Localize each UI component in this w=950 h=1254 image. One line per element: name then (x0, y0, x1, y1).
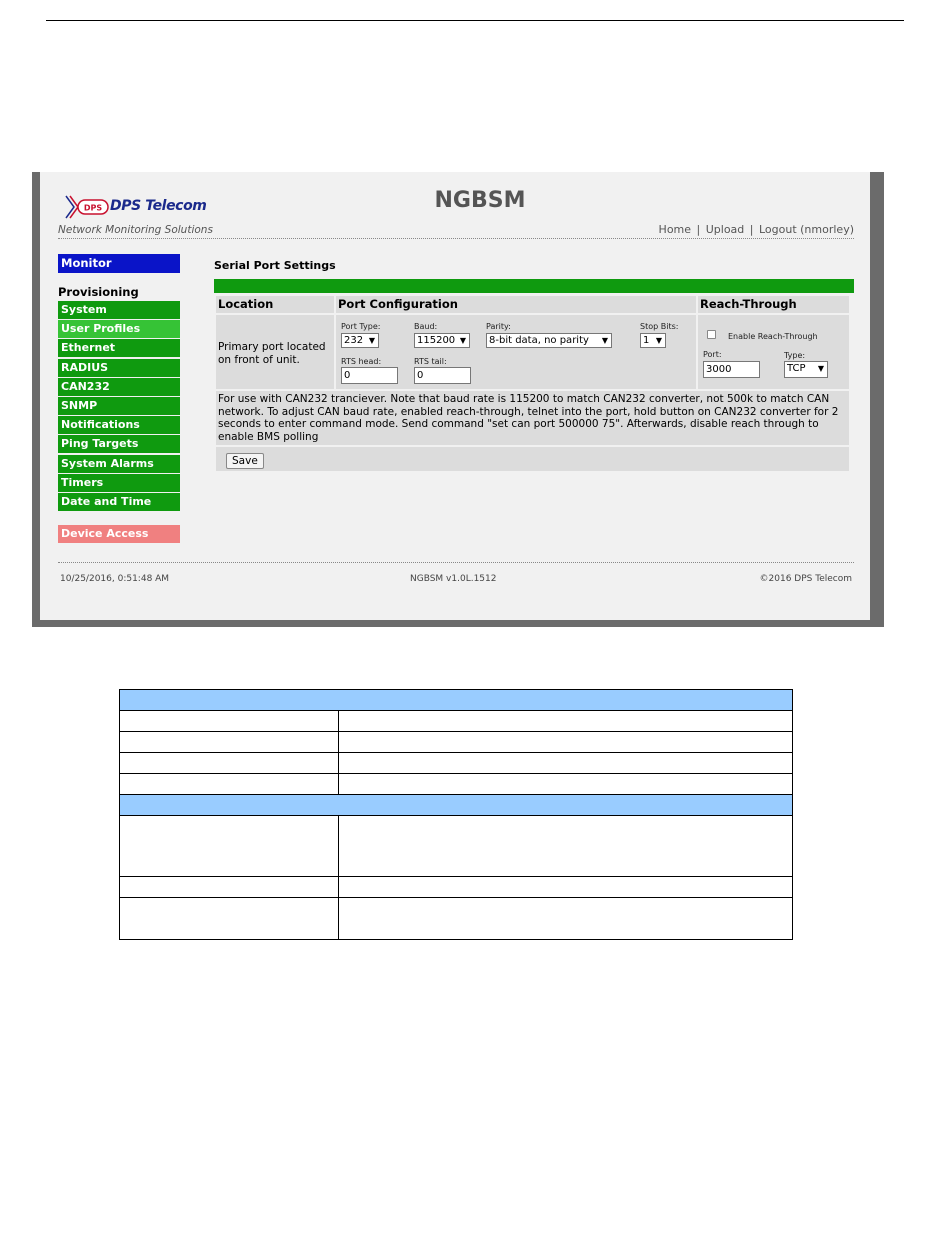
baud-value: 115200 (417, 335, 456, 346)
rts-tail-input[interactable]: 0 (414, 367, 471, 384)
nav-logout-link[interactable]: Logout (nmorley) (758, 223, 854, 236)
baud-label: Baud: (414, 322, 438, 331)
port-config-cell (335, 314, 697, 390)
sidebar-item-date-and-time[interactable]: Date and Time (58, 493, 180, 511)
chevron-down-icon: ▼ (817, 364, 824, 373)
table-cell (120, 877, 339, 898)
table-cell (339, 877, 793, 898)
rts-tail-label: RTS tail: (414, 357, 447, 366)
table-row (120, 816, 793, 877)
rts-head-label: RTS head: (341, 357, 382, 366)
table-cell (339, 898, 793, 940)
type-value: TCP (787, 363, 806, 374)
port-label: Port: (703, 350, 722, 359)
port-type-label: Port Type: (341, 322, 381, 331)
brand-name: DPS Telecom (110, 198, 207, 214)
sidebar-item-radius[interactable]: RADIUS (58, 359, 180, 377)
enable-reach-through-label: Enable Reach-Through (728, 332, 818, 341)
port-type-select[interactable] (341, 333, 379, 348)
table-row (120, 898, 793, 940)
table-row (120, 753, 793, 774)
nav-home-link[interactable]: Home (658, 223, 692, 236)
rts-head-input[interactable]: 0 (341, 367, 398, 384)
parity-label: Parity: (486, 322, 511, 331)
parity-select[interactable] (486, 333, 612, 348)
dps-logo-icon (64, 192, 110, 222)
nav-separator: | (746, 223, 757, 236)
screenshot-frame (32, 172, 884, 627)
type-label: Type: (784, 351, 806, 360)
column-header-reach-through: Reach-Through (697, 295, 850, 314)
reach-through-port-input[interactable]: 3000 (703, 361, 760, 378)
table-row (120, 877, 793, 898)
nav-separator: | (693, 223, 704, 236)
sidebar-item-system-alarms[interactable]: System Alarms (58, 455, 180, 473)
chevron-down-icon: ▼ (368, 336, 375, 345)
tagline: Network Monitoring Solutions (58, 224, 213, 236)
port-type-value: 232 (344, 335, 364, 346)
sidebar-item-monitor[interactable]: Monitor (58, 254, 180, 273)
stop-bits-value: 1 (643, 335, 650, 346)
column-header-port-configuration: Port Configuration (335, 295, 697, 314)
table-header-cell (120, 690, 793, 711)
logo-mark-text: DPS (83, 203, 103, 213)
table-cell (120, 774, 339, 795)
footer-divider (58, 562, 854, 563)
stop-bits-label: Stop Bits: (640, 322, 679, 331)
nav-upload-link[interactable]: Upload (705, 223, 745, 236)
chevron-down-icon: ▼ (601, 336, 608, 345)
save-button[interactable]: Save (226, 453, 264, 469)
sidebar-item-ethernet[interactable]: Ethernet (58, 339, 180, 357)
main-content (214, 258, 854, 473)
baud-select[interactable] (414, 333, 470, 348)
table-row (120, 711, 793, 732)
web-ui (40, 172, 870, 620)
column-header-location: Location (215, 295, 335, 314)
chevron-down-icon: ▼ (459, 336, 466, 345)
table-row (120, 732, 793, 753)
table-cell (339, 753, 793, 774)
sidebar-item-can232[interactable]: CAN232 (58, 378, 180, 396)
table-cell (120, 732, 339, 753)
footer-copyright: ©2016 DPS Telecom (759, 574, 852, 584)
title-bar (214, 279, 854, 293)
table-cell (120, 898, 339, 940)
location-text: Primary port located on front of unit. (215, 314, 335, 390)
chevron-down-icon: ▼ (655, 336, 662, 345)
sidebar-item-device-access[interactable]: Device Access (58, 525, 180, 543)
table-header-row (120, 690, 793, 711)
sidebar-item-system[interactable]: System (58, 301, 180, 319)
page-title: Serial Port Settings (214, 259, 336, 272)
stop-bits-select[interactable] (640, 333, 666, 348)
sidebar-item-notifications[interactable]: Notifications (58, 416, 180, 434)
table-row (215, 446, 850, 472)
sidebar-item-snmp[interactable]: SNMP (58, 397, 180, 415)
save-row (215, 446, 850, 472)
table-cell (339, 774, 793, 795)
table-row (215, 390, 850, 446)
lower-document-table (119, 689, 793, 940)
table-header-row (120, 795, 793, 816)
sidebar-item-user-profiles[interactable]: User Profiles (58, 320, 180, 338)
table-cell (120, 816, 339, 877)
table-cell (120, 711, 339, 732)
table-cell (339, 711, 793, 732)
app-title: NGBSM (434, 188, 526, 213)
header-divider (58, 238, 854, 239)
table-header-row (215, 295, 850, 314)
serial-port-table (214, 294, 851, 473)
enable-reach-through-checkbox[interactable] (707, 330, 716, 339)
table-header-cell (120, 795, 793, 816)
parity-value: 8-bit data, no parity (489, 335, 589, 346)
sidebar-item-timers[interactable]: Timers (58, 474, 180, 492)
table-row (120, 774, 793, 795)
description-text: For use with CAN232 tranciever. Note that baud rate is 115200 to match CAN232 converter, not 500k to match CAN network. To adjust CAN baud rate, enabled reach-through, telnet into the port, hold button on CAN232 converter for 2 seconds to enter command mode. Send command "set can port 500000 75". Afterwards, disable reach through to enable BMS polling (215, 390, 850, 446)
provisioning-label: Provisioning (58, 285, 139, 299)
sidebar-item-ping-targets[interactable]: Ping Targets (58, 435, 180, 453)
top-nav (659, 223, 854, 236)
top-rule (46, 20, 904, 21)
table-cell (339, 732, 793, 753)
reach-through-cell (697, 314, 850, 390)
table-cell (120, 753, 339, 774)
reach-through-type-select[interactable] (784, 361, 828, 378)
footer-version: NGBSM v1.0L.1512 (410, 574, 497, 584)
table-row (215, 314, 850, 390)
table-cell (339, 816, 793, 877)
sidebar (58, 254, 180, 543)
dps-logo (64, 192, 224, 222)
footer-datetime: 10/25/2016, 0:51:48 AM (60, 574, 170, 584)
